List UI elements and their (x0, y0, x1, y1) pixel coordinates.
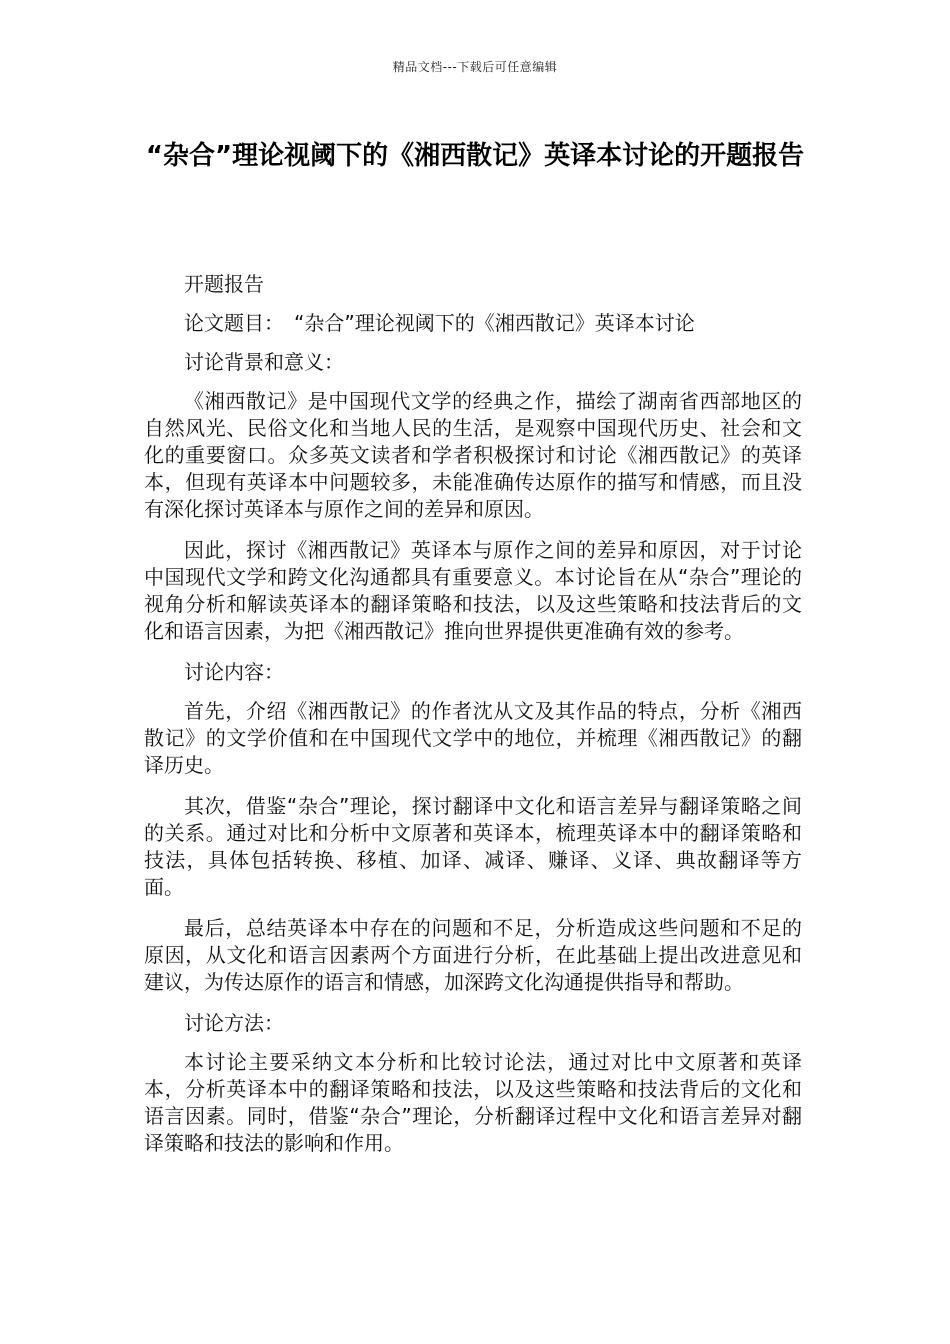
report-label: 开题报告 (184, 272, 264, 296)
thesis-topic: 论文题目： “杂合”理论视阈下的《湘西散记》英译本讨论 (184, 311, 695, 335)
content-heading: 讨论内容： (184, 660, 284, 684)
document-body (144, 271, 802, 1171)
content-paragraph-2: 其次，借鉴“杂合”理论，探讨翻译中文化和语言差异与翻译策略之间的关系。通过对比和分析中文原著和英译本，梳理英译本中的翻译策略和技法，具体包括转换、移植、加译、减译、赚译、义译、典故翻译等方面。 (144, 794, 802, 899)
method-paragraph-1: 本讨论主要采纳文本分析和比较讨论法，通过对比中文原著和英译本，分析英译本中的翻译策略和技法，以及这些策略和技法背后的文化和语言因素。同时，借鉴“杂合”理论，分析翻译过程中文化和语言差异对翻译策略和技法的影响和作用。 (144, 1050, 802, 1155)
background-paragraph-1: 《湘西散记》是中国现代文学的经典之作，描绘了湖南省西部地区的自然风光、民俗文化和当地人民的生活，是观察中国现代历史、社会和文化的重要窗口。众多英文读者和学者积极探讨和讨论《湘西散记》的英译本，但现有英译本中问题较多，未能准确传达原作的描写和情感，而且没有深化探讨英译本与原作之间的差异和原因。 (144, 389, 802, 521)
content-paragraph-3: 最后，总结英译本中存在的问题和不足，分析造成这些问题和不足的原因，从文化和语言因素两个方面进行分析，在此基础上提出改进意见和建议，为传达原作的语言和情感，加深跨文化沟通提供指导和帮助。 (144, 916, 802, 994)
content-paragraph-1: 首先，介绍《湘西散记》的作者沈从文及其作品的特点，分析《湘西散记》的文学价值和在中国现代文学中的地位，并梳理《湘西散记》的翻译历史。 (144, 699, 802, 777)
background-paragraph-2: 因此，探讨《湘西散记》英译本与原作之间的差异和原因，对于讨论中国现代文学和跨文化沟通都具有重要意义。本讨论旨在从“杂合”理论的视角分析和解读英译本的翻译策略和技法，以及这些策略和技法背后的文化和语言因素，为把《湘西散记》推向世界提供更准确有效的参考。 (144, 538, 802, 643)
document-title: “杂合”理论视阈下的《湘西散记》英译本讨论的开题报告 (145, 141, 805, 171)
background-heading: 讨论背景和意义： (184, 350, 344, 374)
header-note: 精品文档---下载后可任意编辑 (392, 60, 558, 74)
method-heading: 讨论方法： (184, 1011, 284, 1035)
